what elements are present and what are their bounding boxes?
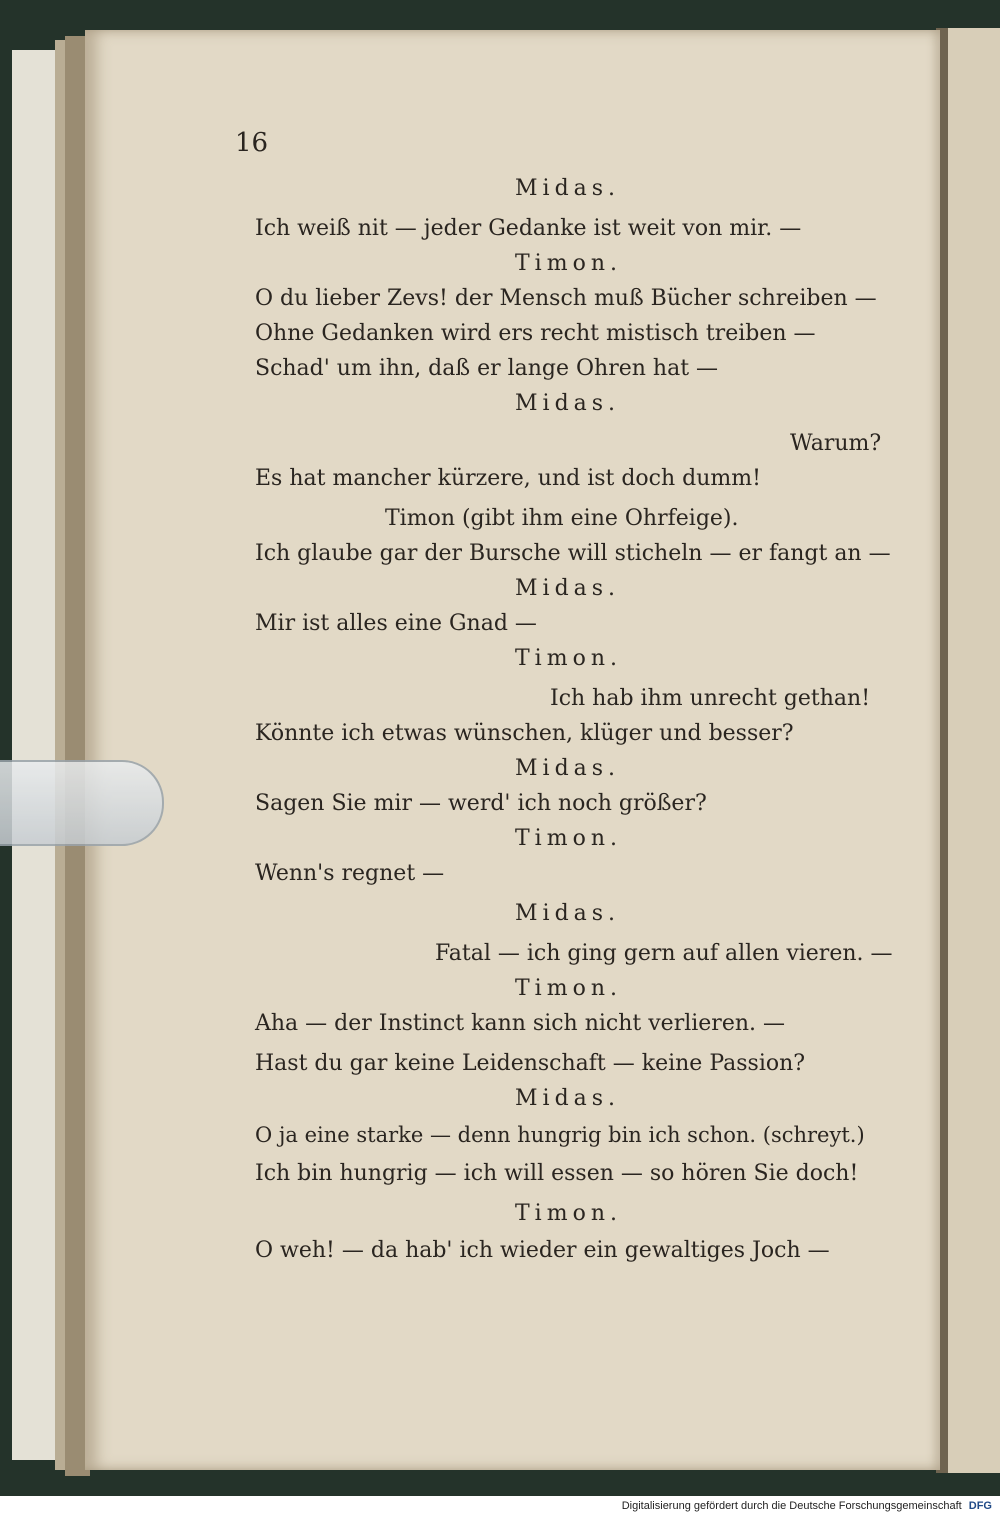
dfg-logo: DFG [968, 1500, 992, 1512]
text-line: Ich weiß nit — jeder Gedanke ist weit von mir. — [255, 216, 802, 241]
speaker-name: Timon (gibt ihm eine Ohrfeige). [385, 506, 739, 531]
text-line: Ohne Gedanken wird ers recht mistisch treiben — [255, 321, 816, 346]
text-line: O ja eine starke — denn hungrig bin ich schon. (schreyt.) [255, 1123, 865, 1147]
speaker-name: Midas. [515, 391, 621, 416]
text-line: Fatal — ich ging gern auf allen vieren. — [435, 941, 893, 966]
speaker-name: Timon. [515, 1201, 622, 1226]
speaker-name: Timon. [515, 251, 622, 276]
speaker-name: Midas. [515, 176, 621, 201]
text-line: Mir ist alles eine Gnad — [255, 611, 537, 636]
speaker-name: Timon. [515, 826, 622, 851]
footer-text: Digitalisierung gefördert durch die Deutsche Forschungsgemeinschaft [621, 1500, 962, 1512]
text-line: Könnte ich etwas wünschen, klüger und besser? [255, 721, 794, 746]
speaker-name: Timon. [515, 646, 622, 671]
footer-credit [622, 1500, 992, 1512]
text-line: Hast du gar keine Leidenschaft — keine Passion? [255, 1051, 806, 1076]
book-page [85, 30, 940, 1470]
text-line: Aha — der Instinct kann sich nicht verlieren. — [255, 1011, 785, 1036]
text-line: Ich bin hungrig — ich will essen — so hören Sie doch! [255, 1161, 859, 1186]
page-number: 16 [235, 128, 269, 158]
text-line: O weh! — da hab' ich wieder ein gewaltiges Joch — [255, 1238, 830, 1263]
facing-page [940, 28, 1000, 1473]
text-line: Schad' um ihn, daß er lange Ohren hat — [255, 356, 719, 381]
glass-page-holder [0, 760, 164, 846]
text-line: Es hat mancher kürzere, und ist doch dumm! [255, 466, 761, 491]
speaker-name: Midas. [515, 1086, 621, 1111]
speaker-name: Timon. [515, 976, 622, 1001]
text-line: O du lieber Zevs! der Mensch muß Bücher schreiben — [255, 286, 877, 311]
speaker-name: Midas. [515, 756, 621, 781]
text-line: Warum? [790, 431, 882, 456]
text-line: Sagen Sie mir — werd' ich noch größer? [255, 791, 707, 816]
speaker-name: Midas. [515, 901, 621, 926]
text-line: Wenn's regnet — [255, 861, 445, 886]
text-line: Ich glaube gar der Bursche will sticheln — er fangt an — [255, 541, 891, 566]
text-line: Ich hab ihm unrecht gethan! [550, 686, 871, 711]
speaker-name: Midas. [515, 576, 621, 601]
